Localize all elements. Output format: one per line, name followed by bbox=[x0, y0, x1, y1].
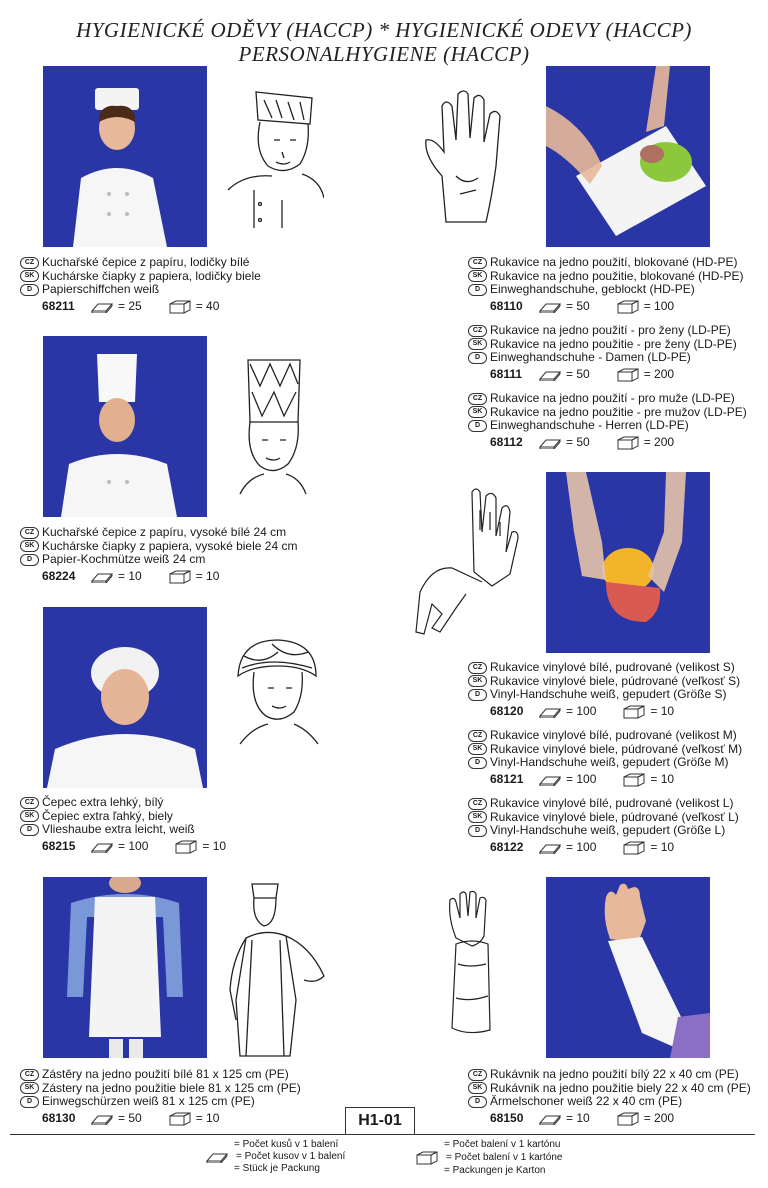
carton-icon bbox=[174, 840, 198, 854]
carton-qty: = 10 bbox=[650, 771, 675, 786]
product-block bbox=[468, 729, 742, 787]
pack-icon bbox=[538, 437, 562, 449]
text-sk: Kuchárske čiapky z papiera, lodičky biele bbox=[42, 268, 261, 283]
text-cz: Zástěry na jedno použití bílé 81 x 125 cm (PE) bbox=[42, 1067, 289, 1081]
carton-qty: = 40 bbox=[195, 298, 220, 313]
text-cz: Kuchařské čepice z papíru, lodičky bílé bbox=[42, 255, 250, 269]
text-cz: Rukávnik na jedno použití bílý 22 x 40 cm (PE) bbox=[490, 1067, 739, 1081]
legend-carton bbox=[412, 1139, 562, 1177]
flag-sk: SK bbox=[468, 743, 487, 755]
product-block bbox=[20, 796, 226, 854]
carton-icon bbox=[616, 300, 640, 314]
flag-d: D bbox=[468, 1096, 487, 1108]
carton-qty: = 10 bbox=[202, 838, 227, 853]
legend-pack bbox=[202, 1139, 345, 1175]
pack-icon bbox=[538, 369, 562, 381]
flag-sk: SK bbox=[20, 810, 39, 822]
pack-icon bbox=[90, 301, 114, 313]
sketch-tall-chef-hat bbox=[238, 356, 308, 501]
photo-vinyl-glove bbox=[546, 472, 710, 653]
text-sk: Rukavice na jedno použitie, blokované (HD-PE) bbox=[490, 268, 744, 283]
flag-cz: CZ bbox=[20, 257, 39, 269]
text-d: Einwegschürzen weiß 81 x 125 cm (PE) bbox=[42, 1094, 255, 1109]
flag-cz: CZ bbox=[20, 1069, 39, 1081]
product-block bbox=[468, 797, 739, 855]
pack-icon bbox=[90, 841, 114, 853]
product-code: 68224 bbox=[42, 568, 76, 583]
photo-sleeve bbox=[546, 877, 710, 1058]
text-cz: Rukavice vinylové bílé, pudrované (velikost L) bbox=[490, 796, 734, 810]
product-block bbox=[20, 526, 297, 584]
product-block bbox=[468, 324, 737, 382]
flag-d: D bbox=[468, 757, 487, 769]
carton-qty: = 10 bbox=[650, 839, 675, 854]
product-block bbox=[468, 661, 740, 719]
sketch-glove-blocked bbox=[420, 86, 512, 231]
pack-icon bbox=[538, 1113, 562, 1125]
text-sk: Kuchárske čiapky z papiera, vysoké biele 24 cm bbox=[42, 538, 298, 553]
sketch-sleeve bbox=[442, 888, 502, 1043]
text-sk: Rukavice vinylové biele, púdrované (veľkosť S) bbox=[490, 673, 741, 688]
flag-d: D bbox=[468, 352, 487, 364]
text-d: Papier-Kochmütze weiß 24 cm bbox=[42, 552, 206, 567]
flag-d: D bbox=[468, 420, 487, 432]
text-d: Einweghandschuhe - Damen (LD-PE) bbox=[490, 350, 691, 365]
product-block bbox=[468, 392, 747, 450]
flag-d: D bbox=[468, 284, 487, 296]
pack-qty: = 10 bbox=[118, 568, 142, 583]
text-sk: Zástery na jedno použitie biele 81 x 125 cm (PE) bbox=[42, 1080, 301, 1095]
flag-d: D bbox=[20, 824, 39, 836]
flag-d: D bbox=[20, 284, 39, 296]
flag-sk: SK bbox=[468, 675, 487, 687]
pack-qty: = 25 bbox=[118, 298, 142, 313]
product-block bbox=[468, 1068, 751, 1126]
product-code: 68215 bbox=[42, 838, 76, 853]
flag-d: D bbox=[468, 689, 487, 701]
photo-hairnet bbox=[43, 607, 207, 788]
pack-icon bbox=[90, 571, 114, 583]
legend-pack-d: = Stück je Packung bbox=[234, 1163, 320, 1174]
photo-apron bbox=[43, 877, 207, 1058]
product-code: 68121 bbox=[490, 771, 524, 786]
product-code: 68111 bbox=[490, 366, 523, 381]
flag-d: D bbox=[20, 554, 39, 566]
pack-qty: = 100 bbox=[118, 838, 149, 853]
pack-qty: = 50 bbox=[566, 434, 590, 449]
carton-icon bbox=[616, 1112, 640, 1126]
carton-qty: = 200 bbox=[643, 1110, 675, 1125]
text-cz: Rukavice na jedno použití, blokované (HD-PE) bbox=[490, 255, 738, 269]
text-cz: Rukavice na jedno použití - pro muže (LD-PE) bbox=[490, 391, 735, 405]
sketch-vinyl-glove bbox=[412, 482, 522, 647]
flag-sk: SK bbox=[468, 270, 487, 282]
product-block bbox=[20, 1068, 301, 1126]
legend-pack-cz: = Počet kusů v 1 balení bbox=[234, 1139, 339, 1150]
text-d: Vinyl-Handschuhe weiß, gepudert (Größe L) bbox=[490, 823, 726, 838]
pack-icon bbox=[202, 1151, 232, 1163]
flag-cz: CZ bbox=[468, 1069, 487, 1081]
carton-qty: = 200 bbox=[643, 366, 675, 381]
pack-qty: = 50 bbox=[566, 366, 590, 381]
text-d: Ärmelschoner weiß 22 x 40 cm (PE) bbox=[490, 1094, 683, 1109]
page-title: HYGIENICKÉ ODĚVY (HACCP) * HYGIENICKÉ ODEVY (HACCP) bbox=[76, 18, 692, 42]
text-cz: Čepec extra lehký, bílý bbox=[42, 795, 164, 809]
legend-carton-d: = Packungen je Karton bbox=[444, 1165, 546, 1176]
text-cz: Kuchařské čepice z papíru, vysoké bílé 24 cm bbox=[42, 525, 287, 539]
flag-cz: CZ bbox=[468, 257, 487, 269]
flag-d: D bbox=[468, 825, 487, 837]
text-sk: Rukavice vinylové biele, púdrované (veľkosť M) bbox=[490, 741, 743, 756]
flag-cz: CZ bbox=[20, 527, 39, 539]
carton-qty: = 10 bbox=[195, 1110, 220, 1125]
product-code: 68211 bbox=[42, 298, 75, 313]
flag-sk: SK bbox=[468, 406, 487, 418]
text-sk: Rukavice vinylové biele, púdrované (veľkosť L) bbox=[490, 809, 739, 824]
flag-sk: SK bbox=[468, 811, 487, 823]
text-sk: Rukavice na jedno použitie - pre mužov (LD-PE) bbox=[490, 404, 747, 419]
carton-qty: = 10 bbox=[650, 703, 675, 718]
text-cz: Rukavice na jedno použití - pro ženy (LD-PE) bbox=[490, 323, 731, 337]
product-block bbox=[468, 256, 743, 314]
text-sk: Čepiec extra ľahký, biely bbox=[42, 808, 173, 823]
pack-qty: = 100 bbox=[566, 703, 597, 718]
product-code: 68112 bbox=[490, 434, 523, 449]
pack-icon bbox=[90, 1113, 114, 1125]
product-code: 68120 bbox=[490, 703, 524, 718]
pack-qty: = 10 bbox=[566, 1110, 590, 1125]
legend-carton-cz: = Počet balení v 1 kartónu bbox=[444, 1139, 561, 1150]
pack-icon bbox=[538, 842, 562, 854]
carton-qty: = 200 bbox=[643, 434, 675, 449]
carton-icon bbox=[622, 773, 646, 787]
product-block bbox=[20, 256, 261, 314]
carton-qty: = 10 bbox=[195, 568, 220, 583]
flag-sk: SK bbox=[20, 540, 39, 552]
text-cz: Rukavice vinylové bílé, pudrované (velikost M) bbox=[490, 728, 737, 742]
flag-d: D bbox=[20, 1096, 39, 1108]
pack-qty: = 50 bbox=[118, 1110, 142, 1125]
product-code: 68122 bbox=[490, 839, 524, 854]
text-sk: Rukávnik na jedno použitie biely 22 x 40 cm (PE) bbox=[490, 1080, 751, 1095]
sketch-hairnet bbox=[232, 636, 322, 751]
flag-sk: SK bbox=[20, 270, 39, 282]
page-subtitle: PERSONALHYGIENE (HACCP) bbox=[238, 42, 530, 66]
legend-carton-sk: = Počet balení v 1 kartóne bbox=[446, 1152, 563, 1163]
footer-divider bbox=[10, 1134, 755, 1135]
text-d: Vinyl-Handschuhe weiß, gepudert (Größe M) bbox=[490, 755, 729, 770]
carton-qty: = 100 bbox=[643, 298, 675, 313]
flag-cz: CZ bbox=[20, 797, 39, 809]
photo-paper-boat-hat bbox=[43, 66, 207, 247]
carton-icon bbox=[168, 300, 192, 314]
pack-icon bbox=[538, 301, 562, 313]
carton-icon bbox=[412, 1151, 442, 1165]
text-d: Vinyl-Handschuhe weiß, gepudert (Größe S) bbox=[490, 687, 727, 702]
flag-sk: SK bbox=[468, 338, 487, 350]
product-code: 68150 bbox=[490, 1110, 524, 1125]
pack-qty: = 50 bbox=[566, 298, 590, 313]
pack-icon bbox=[538, 706, 562, 718]
text-cz: Rukavice vinylové bílé, pudrované (velikost S) bbox=[490, 660, 735, 674]
carton-icon bbox=[616, 436, 640, 450]
page-badge: H1-01 bbox=[345, 1107, 415, 1135]
flag-cz: CZ bbox=[468, 798, 487, 810]
flag-sk: SK bbox=[468, 1082, 487, 1094]
flag-cz: CZ bbox=[468, 393, 487, 405]
carton-icon bbox=[616, 368, 640, 382]
pack-qty: = 100 bbox=[566, 839, 597, 854]
text-d: Einweghandschuhe - Herren (LD-PE) bbox=[490, 418, 689, 433]
flag-sk: SK bbox=[20, 1082, 39, 1094]
carton-icon bbox=[622, 705, 646, 719]
photo-glove-blocked bbox=[546, 66, 710, 247]
text-d: Vlieshaube extra leicht, weiß bbox=[42, 822, 195, 837]
sketch-paper-boat-hat bbox=[224, 80, 324, 235]
pack-icon bbox=[538, 774, 562, 786]
carton-icon bbox=[168, 1112, 192, 1126]
flag-cz: CZ bbox=[468, 730, 487, 742]
carton-icon bbox=[622, 841, 646, 855]
sketch-apron bbox=[226, 880, 330, 1065]
flag-cz: CZ bbox=[468, 325, 487, 337]
text-d: Einweghandschuhe, geblockt (HD-PE) bbox=[490, 282, 695, 297]
product-code: 68130 bbox=[42, 1110, 76, 1125]
product-code: 68110 bbox=[490, 298, 523, 313]
legend-pack-sk: = Počet kusov v 1 balení bbox=[236, 1151, 346, 1162]
pack-qty: = 100 bbox=[566, 771, 597, 786]
photo-tall-chef-hat bbox=[43, 336, 207, 517]
carton-icon bbox=[168, 570, 192, 584]
text-sk: Rukavice na jedno použitie - pre ženy (LD-PE) bbox=[490, 336, 737, 351]
flag-cz: CZ bbox=[468, 662, 487, 674]
text-d: Papierschiffchen weiß bbox=[42, 282, 160, 297]
